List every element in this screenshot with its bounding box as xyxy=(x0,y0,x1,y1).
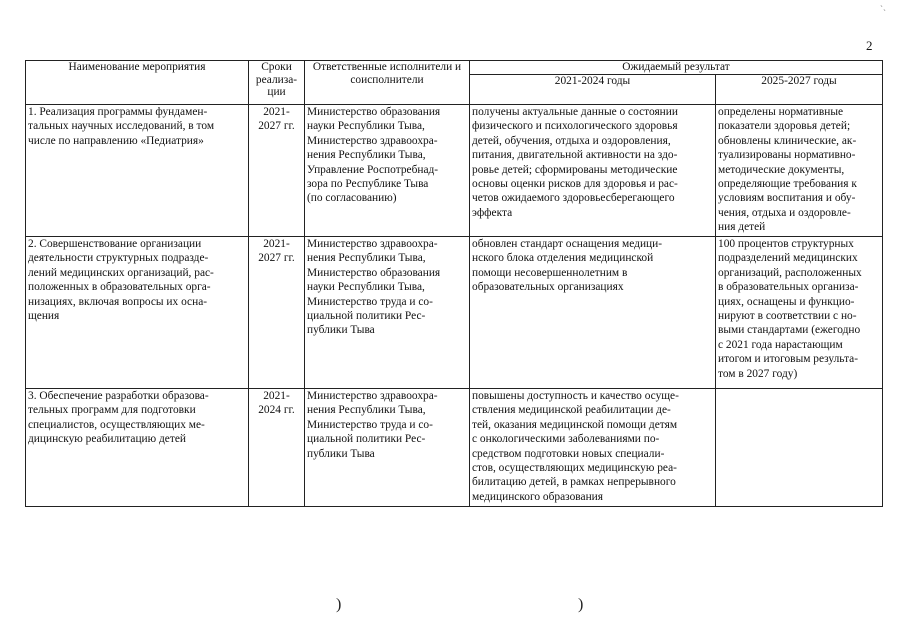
measure-result-2021-2024: обновлен стандарт оснащения медици- нского блока отделения медицинской помощи несовершеннолетним в образовательных организациях xyxy=(470,237,716,389)
bottom-mark: ) xyxy=(578,596,584,613)
measure-term: 2021- 2027 гг. xyxy=(249,105,305,237)
measure-name: 2. Совершенствование организации деятельности структурных подразде- лений медицинских организаций, рас- положенных в образовательных орга- низациях, включая вопросы их осна- щения xyxy=(26,237,249,389)
corner-mark: ˋ˴ xyxy=(880,4,886,14)
header-period-2025-2027: 2025-2027 годы xyxy=(716,75,883,105)
measure-name: 3. Обеспечение разработки образова- тельных программ для подготовки специалистов, осуществляющих ме- дицинскую реабилитацию детей xyxy=(26,389,249,507)
header-term: Сроки реализа- ции xyxy=(249,61,305,105)
measure-executors: Министерство здравоохра- нения Республики Тыва, Министерство образования науки Республики Тыва, Министерство труда и со- циальной политики Рес- публики Тыва xyxy=(305,237,470,389)
measure-result-2025-2027: 100 процентов структурных подразделений медицинских организаций, расположенных в образовательных организа- циях, оснащены и функцио- нируют в соответствии с но- выми стандартами (ежегодно с 2021 года нарастающим итогом и итоговым результа- том в 2027 году) xyxy=(716,237,883,389)
header-name: Наименование мероприятия xyxy=(26,61,249,105)
bottom-mark: ) xyxy=(336,596,342,613)
table-row xyxy=(26,237,883,389)
header-period-2021-2024: 2021-2024 годы xyxy=(470,75,716,105)
table-row xyxy=(26,389,883,507)
measure-term: 2021- 2027 гг. xyxy=(249,237,305,389)
table-row xyxy=(26,105,883,237)
measure-executors: Министерство здравоохра- нения Республики Тыва, Министерство труда и со- циальной политики Рес- публики Тыва xyxy=(305,389,470,507)
measures-table xyxy=(25,60,883,507)
page-number: 2 xyxy=(866,38,873,53)
header-executors: Ответственные исполнители и соисполнители xyxy=(305,61,470,105)
measure-result-2025-2027 xyxy=(716,389,883,507)
measure-result-2021-2024: получены актуальные данные о состоянии физического и психологического здоровья детей, обучения, отдыха и оздоровления, питания, двигательной активности на здо- ровье детей; сформированы методические основы оценки рисков для здоровья и рас- четов ожидаемого здоровьесберегающего эффекта xyxy=(470,105,716,237)
measure-name: 1. Реализация программы фундамен- тальных научных исследований, в том числе по направлению «Педиатрия» xyxy=(26,105,249,237)
measure-executors: Министерство образования науки Республики Тыва, Министерство здравоохра- нения Республики Тыва, Управление Роспотребнад- зора по Республике Тыва (по согласованию) xyxy=(305,105,470,237)
measure-term: 2021- 2024 гг. xyxy=(249,389,305,507)
measure-result-2021-2024: повышены доступность и качество осуще- ствления медицинской реабилитации де- тей, оказания медицинской помощи детям с онкологическими заболеваниями по- средством подготовки новых специали- стов, осуществляющих медицинскую реа- билитацию детей, в рамках непрерывного медицинского образования xyxy=(470,389,716,507)
header-expected-result: Ожидаемый результат xyxy=(470,61,883,75)
measure-result-2025-2027: определены нормативные показатели здоровья детей; обновлены клинические, ак- туализированы нормативно- методические документы, определяющие требования к условиям воспитания и обу- чения, отдыха и оздоровле- ния детей xyxy=(716,105,883,237)
